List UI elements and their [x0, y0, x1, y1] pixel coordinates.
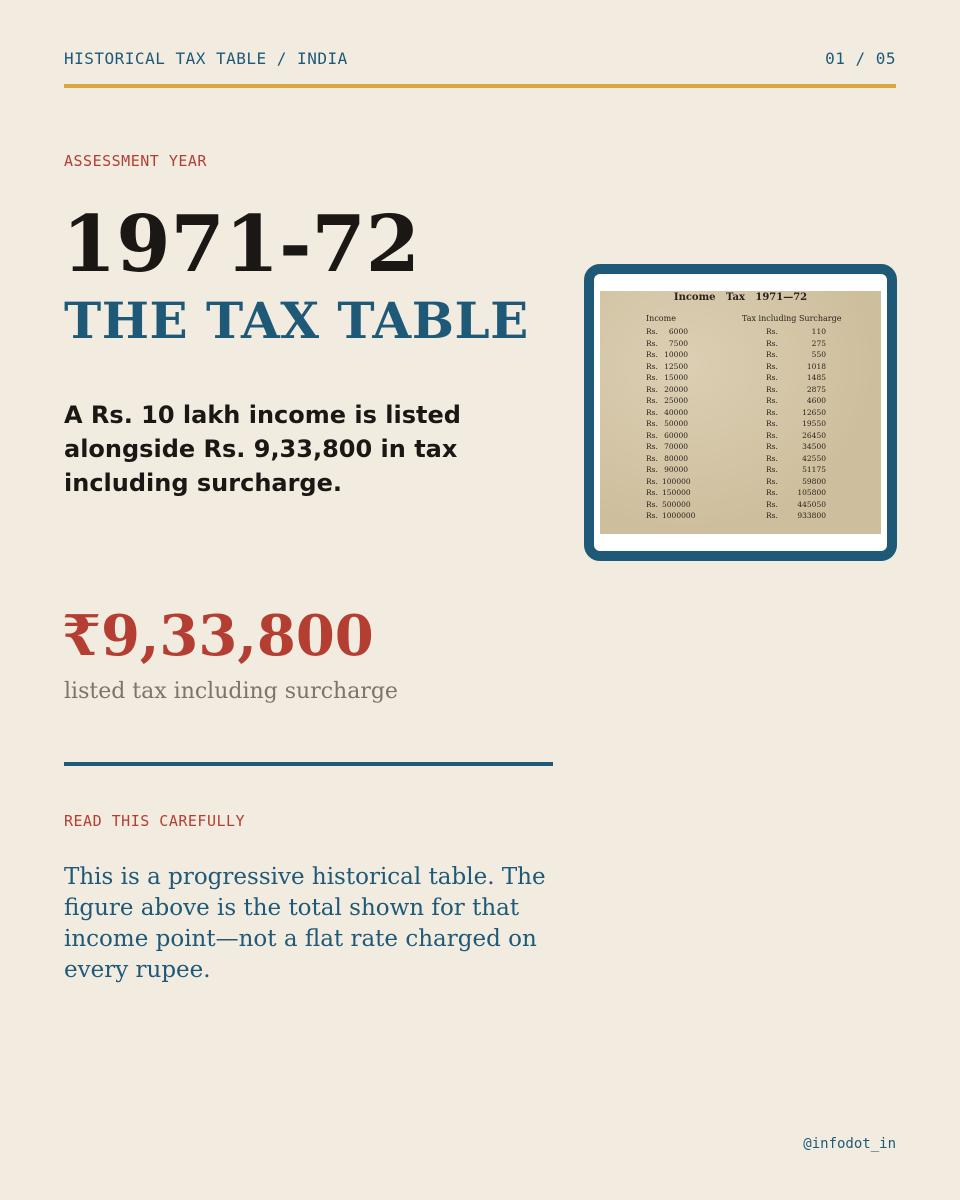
scan-column-income: Income: [646, 314, 676, 323]
scan-cell-currency: Rs.: [766, 442, 778, 451]
scan-cell-currency: Rs.: [646, 396, 658, 405]
scan-cell-income: 150000: [662, 488, 691, 497]
scan-row: [600, 464, 881, 476]
scan-cell-tax: 2875: [806, 384, 826, 394]
tax-amount-stat: ₹9,33,800: [62, 603, 374, 669]
scan-cell-tax: 1485: [806, 373, 826, 382]
scan-cell-currency: Rs.: [646, 499, 658, 509]
scan-row: [600, 510, 881, 522]
scan-row: [600, 326, 881, 338]
scan-cell-currency: Rs.: [766, 419, 778, 428]
page-counter: 01 / 05: [825, 49, 896, 68]
scan-cell-currency: Rs.: [646, 465, 658, 474]
scan-cell-income: 25000: [664, 396, 688, 405]
scan-row: [600, 349, 881, 361]
note-text: This is a progressive historical table. The figure above is the total shown for that income point—not a flat rate charged on every rupee.: [64, 864, 546, 983]
scan-cell-currency: Rs.: [646, 373, 658, 382]
scan-cell-tax: 110: [811, 327, 826, 336]
scan-row: [600, 395, 881, 407]
scan-row: [600, 430, 881, 442]
scan-cell-income: 7500: [668, 338, 688, 348]
scan-cell-tax: 59800: [802, 476, 826, 486]
scan-cell-currency: Rs.: [766, 327, 778, 336]
scan-cell-tax: 4600: [806, 396, 826, 405]
series-title: HISTORICAL TAX TABLE / INDIA: [64, 49, 348, 68]
assessment-year: 1971-72: [62, 199, 421, 290]
page-title: THE TAX TABLE: [64, 291, 529, 350]
scan-cell-currency: Rs.: [766, 499, 778, 509]
scan-row: [600, 372, 881, 384]
scan-row: [600, 361, 881, 373]
scan-cell-currency: Rs.: [646, 476, 658, 486]
scan-cell-currency: Rs.: [646, 419, 658, 428]
assessment-year-kicker: ASSESSMENT YEAR: [64, 152, 207, 170]
lede-text: A Rs. 10 lakh income is listed alongside Rs. 9,33,800 in tax including surcharge.: [64, 401, 461, 497]
scan-cell-currency: Rs.: [766, 488, 778, 497]
scan-cell-income: 70000: [664, 442, 688, 451]
scan-cell-income: 500000: [662, 499, 691, 509]
scan-cell-tax: 105800: [797, 488, 826, 497]
scan-cell-currency: Rs.: [646, 338, 658, 348]
section-divider: [64, 762, 553, 766]
top-divider: [64, 84, 896, 88]
scan-cell-currency: Rs.: [646, 361, 658, 371]
scan-cell-currency: Rs.: [766, 350, 778, 359]
note-kicker: READ THIS CAREFULLY: [64, 812, 246, 830]
scan-row: [600, 338, 881, 350]
scan-cell-tax: 550: [811, 350, 826, 359]
scan-cell-currency: Rs.: [766, 511, 778, 520]
tax-table-scan-frame: [584, 264, 897, 561]
tax-amount-caption: listed tax including surcharge: [64, 679, 398, 704]
scan-cell-income: 40000: [664, 407, 688, 417]
scan-cell-currency: Rs.: [766, 453, 778, 463]
scan-cell-currency: Rs.: [766, 338, 778, 348]
scan-cell-income: 12500: [664, 361, 688, 371]
scan-row: [600, 384, 881, 396]
scan-cell-currency: Rs.: [766, 384, 778, 394]
scan-row: [600, 441, 881, 453]
scan-cell-income: 20000: [664, 384, 688, 394]
scan-cell-tax: 34500: [802, 442, 826, 451]
scan-cell-income: 15000: [664, 373, 688, 382]
social-handle: @infodot_in: [803, 1136, 896, 1152]
scan-cell-tax: 26450: [802, 430, 826, 440]
scan-cell-currency: Rs.: [766, 465, 778, 474]
scan-cell-income: 60000: [664, 430, 688, 440]
scan-cell-tax: 933800: [797, 511, 826, 520]
scan-cell-tax: 275: [811, 338, 826, 348]
scan-row: [600, 499, 881, 511]
scan-row: [600, 418, 881, 430]
scan-cell-income: 100000: [662, 476, 691, 486]
scan-cell-currency: Rs.: [766, 361, 778, 371]
scan-cell-tax: 42550: [802, 453, 826, 463]
scan-cell-tax: 12650: [802, 407, 826, 417]
scan-cell-currency: Rs.: [646, 430, 658, 440]
scan-cell-tax: 445050: [797, 499, 826, 509]
scan-column-tax: Tax including Surcharge: [742, 314, 842, 323]
scan-cell-currency: Rs.: [646, 384, 658, 394]
scan-cell-tax: 1018: [806, 361, 826, 371]
scan-cell-currency: Rs.: [646, 453, 658, 463]
scan-cell-currency: Rs.: [766, 373, 778, 382]
tax-table-scan-image: [600, 291, 881, 534]
scan-cell-currency: Rs.: [646, 350, 658, 359]
scan-cell-income: 90000: [664, 465, 688, 474]
scan-cell-currency: Rs.: [766, 396, 778, 405]
scan-row: [600, 407, 881, 419]
scan-cell-income: 1000000: [662, 511, 696, 520]
scan-cell-tax: 51175: [802, 465, 826, 474]
scan-cell-income: 50000: [664, 419, 688, 428]
scan-cell-currency: Rs.: [646, 407, 658, 417]
scan-row: [600, 487, 881, 499]
scan-cell-currency: Rs.: [646, 442, 658, 451]
scan-cell-currency: Rs.: [766, 476, 778, 486]
scan-cell-income: 80000: [664, 453, 688, 463]
scan-cell-currency: Rs.: [646, 511, 658, 520]
scan-cell-currency: Rs.: [646, 488, 658, 497]
scan-rows: [600, 326, 881, 522]
scan-cell-income: 6000: [668, 327, 688, 336]
scan-cell-currency: Rs.: [766, 407, 778, 417]
scan-cell-income: 10000: [664, 350, 688, 359]
scan-cell-currency: Rs.: [646, 327, 658, 336]
scan-row: [600, 453, 881, 465]
scan-cell-tax: 19550: [802, 419, 826, 428]
scan-row: [600, 476, 881, 488]
scan-title: Income Tax 1971—72: [673, 292, 808, 303]
scan-cell-currency: Rs.: [766, 430, 778, 440]
